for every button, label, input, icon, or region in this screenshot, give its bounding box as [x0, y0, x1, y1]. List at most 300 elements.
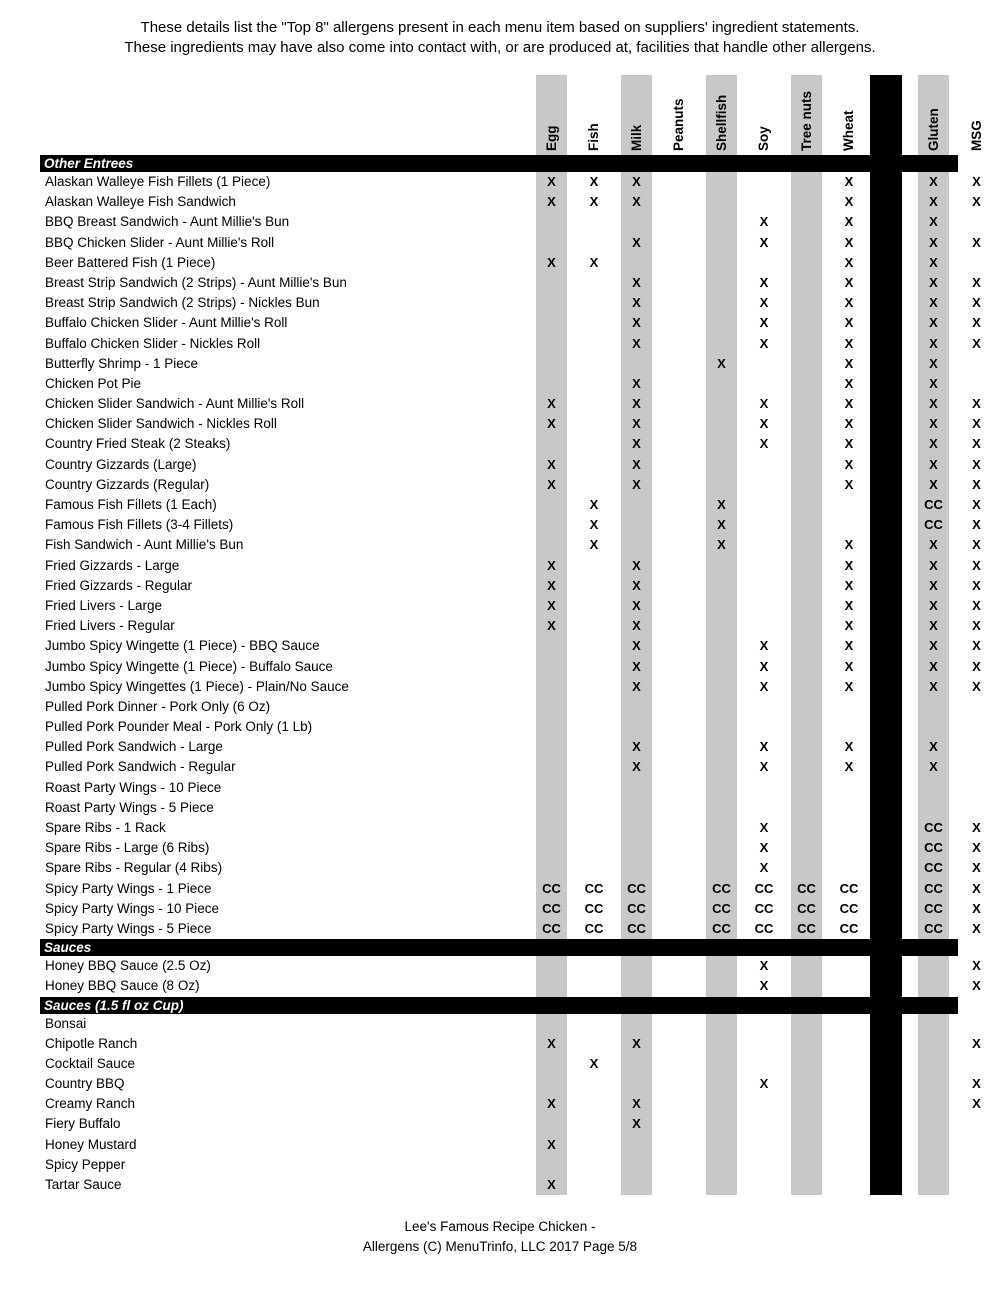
allergen-mark-milk: X [632, 416, 641, 432]
table-row [40, 414, 981, 434]
allergen-mark-fish: X [589, 1055, 599, 1071]
allergen-mark-milk: X [632, 194, 641, 210]
allergen-mark-msg: X [972, 436, 981, 452]
table-row [40, 273, 981, 293]
allergen-mark-egg: X [547, 1035, 556, 1051]
allergen-mark-milk: X [632, 618, 641, 634]
allergen-mark-fish: CC [584, 880, 604, 896]
menu-item-name: Alaskan Walleye Fish Sandwich [45, 194, 236, 210]
allergen-mark-milk: X [632, 295, 641, 311]
allergen-mark-shellfish: X [717, 537, 726, 553]
allergen-mark-gluten: X [929, 557, 938, 573]
table-row [40, 956, 981, 976]
table-row [40, 1074, 981, 1094]
allergen-mark-shellfish: CC [712, 920, 731, 936]
allergen-mark-gluten: X [929, 577, 938, 593]
allergen-mark-milk: X [632, 396, 641, 412]
allergen-mark-gluten: X [929, 759, 938, 775]
allergen-mark-gluten: X [929, 214, 938, 230]
table-row [40, 556, 981, 576]
allergen-mark-wheat: X [844, 618, 854, 634]
menu-item-name: Jumbo Spicy Wingette (1 Piece) - Buffalo Sauce [45, 658, 333, 674]
allergen-mark-egg: X [547, 1136, 556, 1152]
menu-item-name: Spicy Party Wings - 10 Piece [45, 900, 220, 916]
allergen-mark-milk: CC [627, 920, 646, 936]
menu-item-name: Spare Ribs - Large (6 Ribs) [45, 840, 210, 856]
menu-item-name: Honey BBQ Sauce (8 Oz) [45, 978, 200, 994]
menu-item-name: Country BBQ [45, 1076, 125, 1092]
allergen-mark-egg: CC [542, 920, 561, 936]
allergen-mark-fish: CC [584, 920, 604, 936]
allergen-mark-milk: X [632, 174, 641, 189]
table-row [40, 1155, 958, 1175]
allergen-mark-gluten: X [929, 739, 938, 755]
allergen-mark-wheat: X [844, 678, 854, 694]
allergen-mark-gluten: X [929, 597, 938, 613]
allergen-mark-soy: X [759, 416, 769, 432]
menu-item-name: Buffalo Chicken Slider - Nickles Roll [45, 335, 261, 351]
menu-item-name: Alaskan Walleye Fish Fillets (1 Piece) [45, 174, 271, 189]
menu-item-name: Creamy Ranch [45, 1096, 136, 1112]
allergen-mark-msg: X [972, 880, 981, 896]
allergen-mark-gluten: CC [924, 900, 943, 916]
allergen-mark-milk: X [632, 234, 641, 250]
allergen-mark-milk: X [632, 658, 641, 674]
allergen-mark-egg: X [547, 194, 556, 210]
allergen-mark-msg: X [972, 978, 981, 994]
menu-item-name: Country Gizzards (Large) [45, 456, 197, 472]
menu-item-name: Roast Party Wings - 10 Piece [45, 779, 222, 795]
allergen-mark-soy: X [759, 860, 769, 876]
allergen-mark-wheat: X [844, 638, 854, 654]
intro-text [0, 18, 1000, 58]
table-row [40, 394, 981, 414]
allergen-mark-wheat: X [844, 274, 854, 290]
allergen-mark-gluten: CC [924, 840, 943, 856]
menu-item-name: Spicy Party Wings - 5 Piece [45, 920, 212, 936]
table-row [40, 192, 981, 212]
menu-item-name: Famous Fish Fillets (3-4 Fillets) [45, 517, 234, 533]
allergen-mark-gluten: X [929, 375, 938, 391]
section-header-sauces-1-5-fl-oz-cup: Sauces (1.5 fl oz Cup) [40, 997, 958, 1014]
allergen-mark-soy: CC [754, 900, 774, 916]
allergen-mark-msg: X [972, 840, 981, 856]
menu-item-name: Tartar Sauce [45, 1177, 122, 1192]
footer-line-1: Lee's Famous Recipe Chicken - [404, 1219, 596, 1235]
allergen-mark-milk: X [632, 335, 641, 351]
allergen-mark-gluten: CC [924, 880, 943, 896]
allergen-mark-msg: X [972, 597, 981, 613]
allergen-mark-gluten: X [929, 436, 938, 452]
allergen-mark-gluten: CC [924, 920, 943, 936]
allergen-mark-wheat: X [844, 335, 854, 351]
allergen-mark-msg: X [972, 194, 981, 210]
menu-item-name: Pulled Pork Dinner - Pork Only (6 Oz) [45, 698, 271, 714]
menu-item-name: Chicken Slider Sandwich - Aunt Millie's Roll [45, 396, 305, 412]
menu-item-name: BBQ Chicken Slider - Aunt Millie's Roll [45, 234, 275, 250]
allergen-mark-gluten: X [929, 537, 938, 553]
allergen-mark-wheat: X [844, 396, 854, 412]
table-row [40, 657, 981, 677]
allergen-mark-wheat: X [844, 416, 854, 432]
table-row [40, 616, 981, 636]
column-header-msg: MSG [968, 120, 984, 151]
allergen-mark-wheat: X [844, 234, 854, 250]
allergen-mark-gluten: X [929, 254, 938, 270]
allergen-mark-gluten: X [929, 295, 938, 311]
menu-item-name: Bonsai [45, 1015, 87, 1031]
allergen-mark-gluten: X [929, 618, 938, 634]
allergen-mark-milk: X [632, 315, 641, 331]
table-row [40, 858, 981, 878]
menu-item-name: Fiery Buffalo [45, 1116, 121, 1132]
table-row [40, 1114, 958, 1134]
allergen-mark-gluten: X [929, 355, 938, 371]
table-row [40, 757, 958, 777]
column-header-egg: Egg [543, 125, 559, 151]
allergen-mark-msg: X [972, 335, 981, 351]
table-row [40, 1054, 958, 1074]
allergen-mark-milk: X [632, 274, 641, 290]
allergen-mark-milk: CC [627, 900, 646, 916]
allergen-mark-fish: X [589, 194, 599, 210]
column-header-tree-nuts: Tree nuts [798, 90, 814, 151]
menu-item-name: Breast Strip Sandwich (2 Strips) - Nickles Bun [45, 295, 320, 311]
allergen-mark-msg: X [972, 658, 981, 674]
column-headers [40, 75, 984, 155]
allergen-mark-milk: X [632, 375, 641, 391]
allergen-mark-fish: X [589, 254, 599, 270]
allergen-mark-wheat: X [844, 476, 854, 492]
table-row [40, 899, 981, 919]
allergen-mark-wheat: CC [839, 920, 859, 936]
allergen-mark-fish: X [589, 517, 599, 533]
allergen-mark-soy: X [759, 274, 769, 290]
allergen-mark-wheat: X [844, 658, 854, 674]
footer-line-2: Allergens (C) MenuTrinfo, LLC 2017 Page 5/8 [362, 1239, 638, 1255]
allergen-mark-gluten: X [929, 678, 938, 694]
allergen-mark-egg: X [547, 618, 556, 634]
allergen-mark-msg: X [972, 396, 981, 412]
allergen-mark-wheat: CC [839, 900, 859, 916]
allergen-mark-gluten: X [929, 234, 938, 250]
allergen-mark-egg: X [547, 254, 556, 270]
menu-item-name: Spare Ribs - 1 Rack [45, 820, 166, 835]
allergen-mark-gluten: X [929, 335, 938, 351]
allergen-mark-egg: X [547, 456, 556, 472]
menu-item-name: Roast Party Wings - 5 Piece [45, 799, 214, 815]
allergen-mark-wheat: CC [839, 880, 859, 896]
allergen-mark-wheat: X [844, 577, 854, 593]
table-body [40, 155, 981, 1195]
menu-item-name: Cocktail Sauce [45, 1055, 136, 1071]
allergen-mark-soy: CC [754, 920, 774, 936]
intro-line-1: These details list the "Top 8" allergens present in each menu item based on suppliers' ingredient statements. [140, 19, 860, 36]
allergen-mark-soy: X [759, 840, 769, 856]
allergen-mark-gluten: X [929, 658, 938, 674]
section-header-other-entrees: Other Entrees [40, 155, 958, 172]
table-row [40, 576, 981, 596]
table-row [40, 233, 981, 253]
allergen-mark-wheat: X [844, 295, 854, 311]
menu-item-name: Jumbo Spicy Wingette (1 Piece) - BBQ Sauce [45, 638, 320, 654]
allergen-mark-gluten: X [929, 315, 938, 331]
allergen-mark-soy: X [759, 820, 769, 835]
allergen-mark-soy: X [759, 759, 769, 775]
allergen-mark-msg: X [972, 557, 981, 573]
table-row [40, 818, 981, 838]
allergen-mark-fish: CC [584, 900, 604, 916]
table-row [40, 677, 981, 697]
column-header-gluten: Gluten [925, 108, 941, 151]
allergen-mark-msg: X [972, 638, 981, 654]
table-row [40, 976, 981, 996]
allergen-mark-msg: X [972, 274, 981, 290]
allergen-mark-msg: X [972, 1035, 981, 1051]
menu-item-name: Spicy Party Wings - 1 Piece [45, 880, 212, 896]
allergen-mark-soy: X [759, 335, 769, 351]
allergen-mark-soy: X [759, 214, 769, 230]
allergen-mark-egg: X [547, 416, 556, 432]
allergen-mark-milk: X [632, 759, 641, 775]
table-row [40, 1175, 958, 1195]
allergen-mark-milk: X [632, 638, 641, 654]
allergen-mark-egg: X [547, 597, 556, 613]
table-row [40, 515, 981, 535]
column-header-fish: Fish [586, 123, 601, 151]
allergen-mark-soy: X [759, 295, 769, 311]
table-row [40, 1014, 958, 1034]
menu-item-name: Buffalo Chicken Slider - Aunt Millie's Roll [45, 315, 288, 331]
allergen-mark-msg: X [972, 497, 981, 512]
table-row [40, 1135, 958, 1155]
allergen-mark-wheat: X [844, 315, 854, 331]
allergen-mark-milk: X [632, 597, 641, 613]
table-row [40, 778, 958, 798]
allergen-mark-wheat: X [844, 436, 854, 452]
allergen-mark-shellfish: CC [712, 900, 731, 916]
table-row [40, 838, 981, 858]
menu-item-name: Fried Livers - Regular [45, 618, 175, 634]
allergen-mark-soy: X [759, 978, 769, 994]
allergen-mark-wheat: X [844, 597, 854, 613]
table-row [40, 798, 958, 818]
table-row [40, 313, 981, 333]
table-row [40, 374, 958, 394]
allergen-mark-gluten: X [929, 396, 938, 412]
allergen-mark-msg: X [972, 1096, 981, 1112]
table-row [40, 919, 981, 939]
menu-item-name: Pulled Pork Sandwich - Large [45, 739, 223, 755]
allergen-mark-shellfish: CC [712, 880, 731, 896]
allergen-mark-gluten: X [929, 456, 938, 472]
allergen-mark-msg: X [972, 476, 981, 492]
table-row [40, 535, 981, 555]
menu-item-name: Chicken Pot Pie [45, 375, 142, 391]
allergen-mark-wheat: X [844, 194, 854, 210]
menu-item-name: Chicken Slider Sandwich - Nickles Roll [45, 416, 277, 432]
allergen-mark-egg: X [547, 396, 556, 412]
allergen-mark-msg: X [972, 537, 981, 553]
table-row [40, 172, 981, 192]
column-header-milk: Milk [628, 124, 644, 151]
allergen-mark-msg: X [972, 618, 981, 634]
menu-item-name: Spicy Pepper [45, 1156, 126, 1172]
table-row [40, 717, 958, 737]
allergen-mark-wheat: X [844, 537, 854, 553]
column-header-peanuts: Peanuts [671, 98, 686, 151]
menu-item-name: Jumbo Spicy Wingettes (1 Piece) - Plain/No Sauce [45, 678, 349, 694]
allergen-mark-soy: X [759, 436, 769, 452]
allergen-mark-milk: X [632, 577, 641, 593]
allergen-mark-soy: X [759, 658, 769, 674]
table-row [40, 212, 958, 232]
menu-item-name: Country Fried Steak (2 Steaks) [45, 436, 231, 452]
allergen-mark-gluten: X [929, 194, 938, 210]
table-row [40, 293, 981, 313]
allergen-mark-msg: X [972, 517, 981, 533]
allergen-mark-milk: X [632, 1035, 641, 1051]
table-row [40, 253, 958, 273]
allergen-mark-egg: X [547, 1177, 556, 1192]
menu-item-name: Honey BBQ Sauce (2.5 Oz) [45, 958, 211, 974]
allergen-mark-wheat: X [844, 355, 854, 371]
column-header-shellfish: Shellfish [713, 94, 729, 151]
menu-item-name: Famous Fish Fillets (1 Each) [45, 497, 217, 512]
allergen-mark-fish: X [589, 537, 599, 553]
allergen-mark-gluten: CC [924, 820, 943, 835]
allergen-mark-egg: X [547, 174, 556, 189]
allergen-mark-milk: X [632, 1116, 641, 1132]
allergen-mark-wheat: X [844, 739, 854, 755]
section-header-sauces: Sauces [40, 939, 958, 956]
allergen-mark-soy: X [759, 315, 769, 331]
menu-item-name: Pulled Pork Pounder Meal - Pork Only (1 Lb) [45, 719, 313, 735]
allergen-page [0, 18, 1000, 1312]
allergen-mark-msg: X [972, 920, 981, 936]
allergen-mark-soy: X [759, 396, 769, 412]
allergen-mark-shellfish: X [717, 517, 726, 533]
allergen-mark-egg: X [547, 577, 556, 593]
menu-item-name: Fried Livers - Large [45, 597, 163, 613]
allergen-mark-milk: X [632, 557, 641, 573]
allergen-mark-msg: X [972, 577, 981, 593]
allergen-mark-soy: X [759, 1076, 769, 1092]
table-row [40, 737, 958, 757]
allergen-mark-msg: X [972, 900, 981, 916]
allergen-mark-gluten: X [929, 416, 938, 432]
allergen-mark-msg: X [972, 860, 981, 876]
menu-item-name: Country Gizzards (Regular) [45, 476, 210, 492]
allergen-mark-milk: CC [627, 880, 646, 896]
menu-item-name: Chipotle Ranch [45, 1035, 138, 1051]
table-row [40, 495, 981, 515]
menu-item-name: Honey Mustard [45, 1136, 137, 1152]
allergen-mark-wheat: X [844, 214, 854, 230]
column-header-wheat: Wheat [841, 110, 856, 151]
menu-item-name: Fried Gizzards - Regular [45, 577, 193, 593]
allergen-mark-wheat: X [844, 557, 854, 573]
allergen-mark-soy: X [759, 958, 769, 974]
intro-line-2: These ingredients may have also come into contact with, or are produced at, facilities that handle other allergens. [124, 39, 876, 56]
allergen-mark-tree-nuts: CC [797, 900, 816, 916]
allergen-mark-soy: X [759, 234, 769, 250]
menu-item-name: Beer Battered Fish (1 Piece) [45, 254, 216, 270]
allergen-mark-gluten: X [929, 174, 938, 189]
allergen-mark-gluten: CC [924, 860, 943, 876]
allergen-mark-egg: X [547, 476, 556, 492]
allergen-mark-msg: X [972, 456, 981, 472]
allergen-mark-milk: X [632, 678, 641, 694]
table-row [40, 596, 981, 616]
allergen-mark-milk: X [632, 436, 641, 452]
menu-item-name: Fish Sandwich - Aunt Millie's Bun [45, 537, 244, 553]
allergen-mark-milk: X [632, 1096, 641, 1112]
table-row [40, 434, 981, 454]
allergen-mark-gluten: X [929, 274, 938, 290]
allergen-mark-egg: CC [542, 880, 561, 896]
allergen-mark-milk: X [632, 739, 641, 755]
allergen-mark-fish: X [589, 174, 599, 189]
allergen-table [40, 75, 984, 1195]
table-row [40, 475, 981, 495]
allergen-mark-egg: X [547, 557, 556, 573]
menu-item-name: Butterfly Shrimp - 1 Piece [45, 355, 199, 371]
allergen-mark-gluten: CC [924, 517, 943, 533]
allergen-mark-msg: X [972, 820, 981, 835]
menu-item-name: BBQ Breast Sandwich - Aunt Millie's Bun [45, 214, 290, 230]
column-header-soy: Soy [756, 126, 771, 151]
table-row [40, 1034, 981, 1054]
allergen-mark-egg: X [547, 1096, 556, 1112]
menu-item-name: Breast Strip Sandwich (2 Strips) - Aunt Millie's Bun [45, 274, 347, 290]
table-row [40, 354, 958, 374]
allergen-mark-msg: X [972, 315, 981, 331]
allergen-mark-msg: X [972, 416, 981, 432]
table-row [40, 1094, 981, 1114]
allergen-mark-fish: X [589, 497, 599, 512]
allergen-mark-milk: X [632, 456, 641, 472]
allergen-mark-msg: X [972, 174, 981, 189]
allergen-mark-soy: X [759, 638, 769, 654]
allergen-mark-msg: X [972, 678, 981, 694]
allergen-mark-msg: X [972, 958, 981, 974]
footer [0, 1217, 1000, 1257]
menu-item-name: Pulled Pork Sandwich - Regular [45, 759, 236, 775]
menu-item-name: Spare Ribs - Regular (4 Ribs) [45, 860, 223, 876]
allergen-mark-msg: X [972, 295, 981, 311]
table-row [40, 879, 981, 899]
table-row [40, 697, 958, 717]
table-row [40, 455, 981, 475]
allergen-mark-wheat: X [844, 254, 854, 270]
allergen-mark-shellfish: X [717, 355, 726, 371]
allergen-mark-wheat: X [844, 759, 854, 775]
allergen-mark-wheat: X [844, 456, 854, 472]
allergen-mark-soy: X [759, 739, 769, 755]
allergen-mark-tree-nuts: CC [797, 920, 816, 936]
table-row [40, 636, 981, 656]
menu-item-name: Fried Gizzards - Large [45, 557, 180, 573]
allergen-mark-milk: X [632, 476, 641, 492]
allergen-mark-gluten: X [929, 638, 938, 654]
allergen-mark-wheat: X [844, 174, 854, 189]
allergen-mark-soy: CC [754, 880, 774, 896]
allergen-mark-gluten: CC [924, 497, 943, 512]
allergen-mark-msg: X [972, 234, 981, 250]
allergen-mark-egg: CC [542, 900, 561, 916]
allergen-mark-gluten: X [929, 476, 938, 492]
